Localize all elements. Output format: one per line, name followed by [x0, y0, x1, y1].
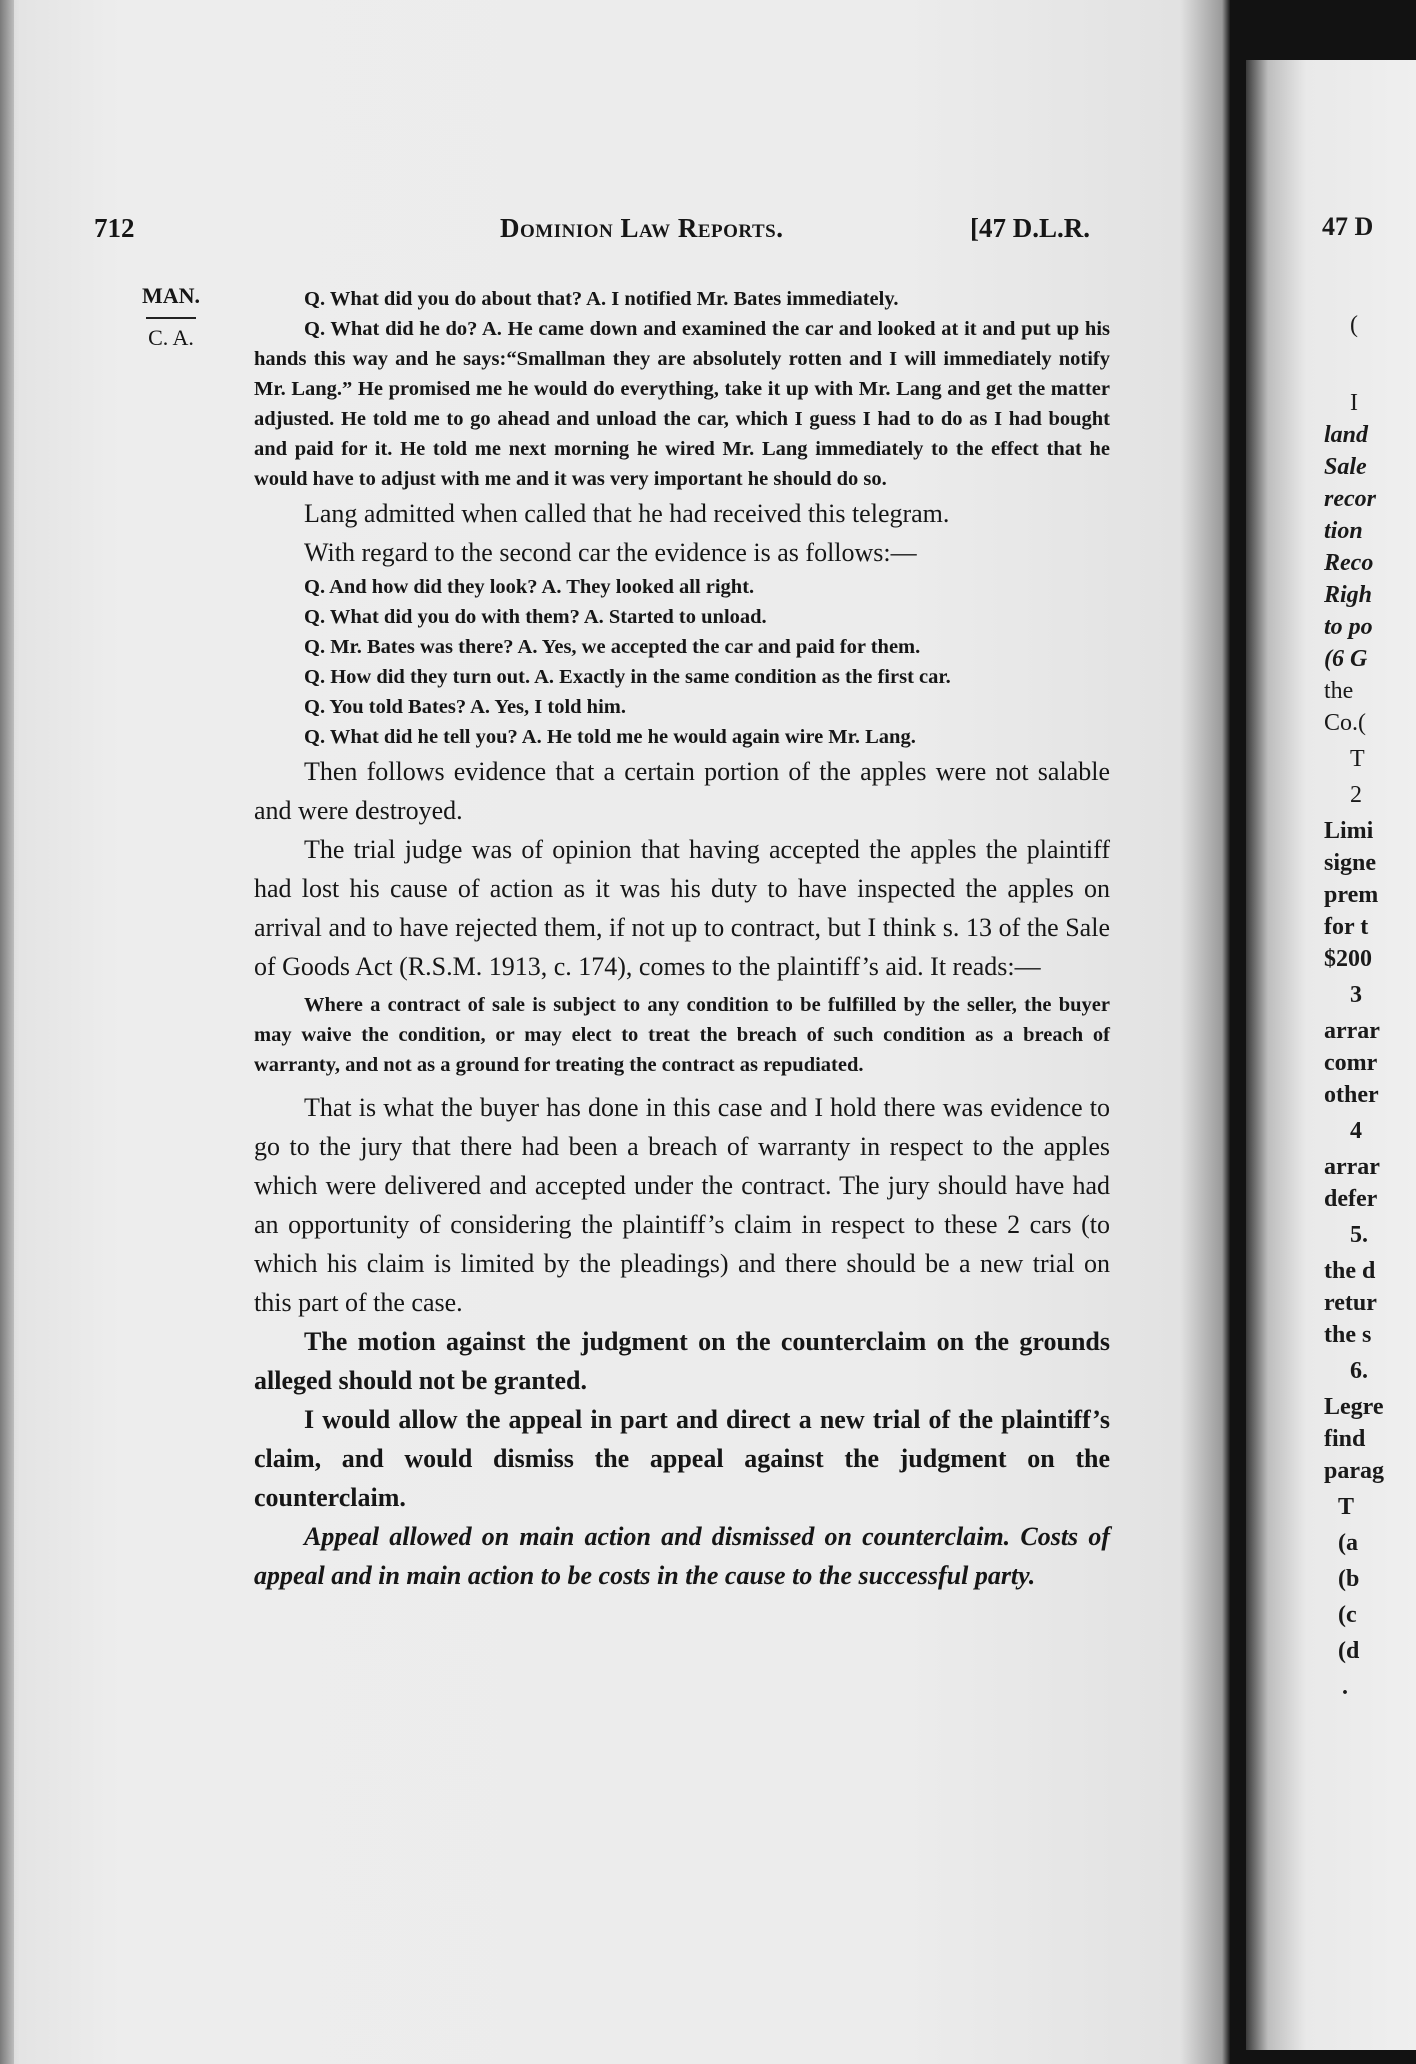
facing-page-text: recor — [1324, 486, 1376, 512]
verdict-paragraph: Appeal allowed on main action and dismissed on counterclaim. Costs of appeal and in main action to be costs in the cause to the successful party. — [254, 1522, 1110, 1590]
margin-rule — [146, 317, 196, 319]
facing-page-text: 6. — [1350, 1358, 1368, 1384]
testimony-line: Q. What did he tell you? A. He told me he would again wire Mr. Lang. — [304, 726, 916, 748]
facing-page-text: (a — [1338, 1530, 1358, 1556]
statute-quote: Where a contract of sale is subject to any condition to be fulfilled by the seller, the buyer may waive the condition, or may elect to treat the breach of such condition as a breach of warranty, and not as a ground for treating the contract as repudiated. — [254, 994, 1110, 1076]
facing-page-text: comr — [1324, 1050, 1378, 1076]
body-paragraph: I would allow the appeal in part and direct a new trial of the plaintiff’s claim, and would dismiss the appeal against the judgment on the counterclaim. — [254, 1405, 1110, 1512]
facing-page-text: Sale — [1324, 454, 1367, 480]
facing-page-header: 47 D — [1322, 212, 1374, 241]
facing-page-text: prem — [1324, 882, 1379, 908]
facing-page-text: to po — [1324, 614, 1373, 640]
court-label: MAN. — [141, 283, 201, 308]
facing-page-text: the d — [1324, 1258, 1376, 1284]
testimony-line: Q. What did he do? A. He came down and examined the car and looked at it and put up his hands this way and he says:“Smallman they are absolutely rotten and I will immediately notify Mr. Lang.” He promised me he would do everything, take it up with Mr. Lang and get the matter adjusted. He told me to go ahead and unload the car, which I guess I had to do as I had bought and paid for it. He told me next morning he wired Mr. Lang immediately to the effect that he would have to adjust with me and it was very important he should do so. — [254, 318, 1110, 490]
facing-page-text: T — [1338, 1494, 1355, 1520]
running-title: Dominion Law Reports. — [500, 213, 784, 243]
facing-page-text: find — [1324, 1426, 1366, 1452]
facing-page-text: 3 — [1350, 982, 1362, 1008]
facing-page-text: arrar — [1324, 1018, 1380, 1044]
facing-page-text: I — [1350, 390, 1358, 416]
testimony-line: Q. What did you do with them? A. Started to unload. — [304, 606, 767, 628]
body-paragraph: That is what the buyer has done in this case and I hold there was evidence to go to the jury that there had been a breach of warranty in respect to the apples which were delivered and accepted under the contract. The jury should have had an opportunity of considering the plaintiff’s claim in respect to these 2 cars (to which his claim is limited by the pleadings) and there should be a new trial on this part of the case. — [254, 1093, 1110, 1317]
facing-page-text: Righ — [1324, 582, 1373, 608]
facing-page-text: $200 — [1324, 946, 1372, 972]
facing-page-text: (6 G — [1324, 646, 1368, 672]
facing-page-text: ( — [1350, 312, 1358, 338]
facing-page-text: . — [1342, 1674, 1348, 1700]
facing-page-text: retur — [1324, 1290, 1377, 1316]
page-number: 712 — [94, 213, 135, 243]
facing-page-text: land — [1324, 422, 1369, 448]
body-paragraph: With regard to the second car the evidence is as follows:— — [304, 538, 917, 567]
facing-page-text: defer — [1324, 1186, 1378, 1212]
testimony-line: Q. How did they turn out. A. Exactly in the same condition as the first car. — [304, 666, 951, 688]
facing-page-text: Reco — [1324, 550, 1374, 576]
facing-page-text: Co.( — [1324, 710, 1366, 736]
page-body — [254, 284, 1110, 1595]
facing-page-text: for t — [1324, 914, 1369, 940]
body-paragraph: The motion against the judgment on the counterclaim on the grounds alleged should not be granted. — [254, 1327, 1110, 1395]
body-paragraph: The trial judge was of opinion that having accepted the apples the plaintiff had lost his cause of action as it was his duty to have inspected the apples on arrival and to have rejected them, if not up to contract, but I think s. 13 of the Sale of Goods Act (R.S.M. 1913, c. 174), comes to the plaintiff’s aid. It reads:— — [254, 835, 1110, 981]
facing-page-text: 2 — [1350, 782, 1362, 808]
body-paragraph: Then follows evidence that a certain portion of the apples were not salable and were destroyed. — [254, 757, 1110, 825]
page-header — [0, 213, 1230, 253]
facing-page-text: (b — [1338, 1566, 1360, 1592]
facing-page-text: signe — [1324, 850, 1377, 876]
facing-page-text: arrar — [1324, 1154, 1380, 1180]
facing-page-text: the s — [1324, 1322, 1372, 1348]
facing-page-text: (d — [1338, 1638, 1360, 1664]
division-label: C. A. — [148, 325, 194, 350]
facing-page-text: T — [1350, 746, 1365, 772]
facing-page — [1246, 60, 1416, 2050]
facing-page-text: Limi — [1324, 818, 1374, 844]
facing-page-text: (c — [1338, 1602, 1357, 1628]
body-paragraph: Lang admitted when called that he had received this telegram. — [304, 499, 950, 528]
volume-citation: [47 D.L.R. — [970, 213, 1090, 243]
facing-page-text: 4 — [1350, 1118, 1362, 1144]
facing-page-text: other — [1324, 1082, 1379, 1108]
facing-page-text: 5. — [1350, 1222, 1368, 1248]
testimony-line: Q. And how did they look? A. They looked all right. — [304, 576, 755, 598]
page-edge — [0, 0, 14, 2064]
testimony-line: Q. What did you do about that? A. I notified Mr. Bates immediately. — [304, 288, 899, 310]
testimony-line: Q. You told Bates? A. Yes, I told him. — [304, 696, 626, 718]
testimony-line: Q. Mr. Bates was there? A. Yes, we accepted the car and paid for them. — [304, 636, 921, 658]
facing-page-text: Legre — [1324, 1394, 1384, 1420]
facing-page-text: tion — [1324, 518, 1363, 544]
facing-page-text: the — [1324, 678, 1354, 704]
facing-page-text: parag — [1324, 1458, 1384, 1484]
margin-note — [134, 283, 208, 351]
